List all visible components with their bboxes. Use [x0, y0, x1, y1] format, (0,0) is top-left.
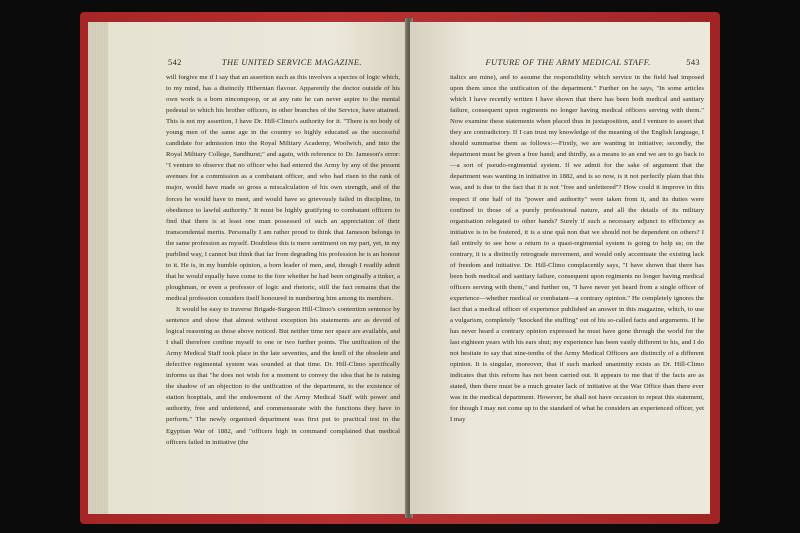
right-running-head [450, 58, 700, 70]
left-running-head [168, 58, 402, 70]
paragraph: It would be easy to traverse Brigade-Surgeon Hill-Climo's contention sentence by sentence and show that almost without exception his statements are as devoid of logical reasoning as those above noticed. But neither time nor space are available, and I shall therefore confine myself to one or two further points. The unification of the Army Medical Staff took place in the late seventies, and the knell of the obsolete and defective regimental system was sounded at that time. Dr. Hill-Climo specifically informs us that "he does not wish for a moment to convey the idea that he is raising the shadow of an objection to the unification of the department, to the existence of station hospitals, and the endowment of the Army Medical Staff with power and authority, free and unfettered, and commensurate with the functions they have to perform." The newly organised department was first put to practical test in the Egyptian War of 1882, and "officers high in command complained that medical officers failed in initiative (the [166, 305, 400, 446]
left-page-number: 542 [168, 58, 182, 67]
right-page-number: 543 [686, 58, 700, 67]
paragraph: will forgive me if I say that an assertion such as this involves a species of logic which, to my mind, has a distinctly Hibernian flavour. Apparently the doctor outside of his own work is a born nincompoop, or at any rate he can never aspire to the mental pedestal to which his brother officers, in other branches of the Service, have attained. This is not my assertion, I have Dr. Hill-Climo's authority for it. "There is no body of young men of the same age in the country so highly educated as the successful candidate for admission into the Royal Military Academy, Woolwich, and into the Royal Military College, Sandhurst;" and again, with reference to Dr. Jameson's error: "I venture to observe that no officer who had entered the Army by any of the present avenues for a commission as a combatant officer, and who had risen to the rank of major, would have made so gross a miscalculation of his own strength, and of the forces he would have to meet, and would have so grievously failed in discipline, in obedience to lawful authority." It must be highly gratifying to combatant officers to find that there is at least one man possessed of such an appreciation of their transcendental merits. Personally I am rather proud to think that Jameson belongs to the same profession as myself. Doubtless this is mere sentiment on my part, yet, in my purblind way, I cannot but think that far from degrading his profession he is an honour to it. He is, in my humble opinion, a born leader of men, and, though I readily admit that he would equally have come to the fore whether he had been originally a tinker, a ploughman, or even a professor of logic and rhetoric, still the fact remains that the medical profession considers itself honoured in numbering him among its members. [166, 74, 400, 302]
paragraph: italics are mine), and to assume the responsibility which service in the field had imposed upon them since the unification of the department." Further on he says, "In some articles which I have recently written I have shown that there has been both medical and sanitary failure, consequent upon regiments no longer having medical officers serving with them." Now examine these statements when placed thus in juxtaposition, and I venture to assert that they are contradictory. If I can trust my knowledge of the meaning of the English language, I should summarise them as follows:—Firstly, we are wanting in initiative; secondly, the department must be given a free hand; and thirdly, as a means to an end we are to go back to—a sort of pseudo-regimental system. If we admit for the sake of argument that the department was wanting in initiative in 1882, and is so now, is it not perfectly plain that this was, and is due to the fact that it is not "free and unfettered"? How could it improve in this respect if one half of its "power and authority" were taken from it, and its duties were confined to those of a purely professional nature, and all the details of its military organisation relegated to other hands? Surely if such a necessary adjunct to efficiency as initiative is to be fostered, it is a sine quâ non that we should not be dependent on others? I fail entirely to see how a return to a quasi-regimental system is going to help us; on the contrary, it is a distinctly retrograde movement, and would only accentuate the existing lack of freedom and initiative. Dr. Hill-Climo complacently says, "I have shown that there has been both medical and sanitary failure, consequent upon regiments no longer having medical officers serving with them," and further on, "I have never yet heard from a single officer of experience—whether medical or combatant—a contrary opinion." He completely ignores the fact that a medical officer of experience published an answer in this magazine, which, to use a vulgarism, completely "knocked the stuffing" out of his so-called facts and arguments. If he has never heard a contrary opinion expressed he must have gone through the world for the last eighteen years with his ears shut; my experience has been vastly different to his, and I do not hesitate to say that nine-tenths of the Army Medical Officers are distinctly of a different opinion. It is singular, moreover, that if such marked unanimity exists as Dr. Hill-Climo indicates that this reform has not been carried out. It appears to me that if the facts are as stated, then there must be a much greater lack of initiative at the War Office than there ever was in the medical department. However, be shall not have occasion to repeat this statement, for though I may not come up to the standard of what he considers an experienced officer, yet I may [450, 74, 704, 424]
right-page-body [450, 72, 704, 426]
right-page [410, 22, 710, 514]
right-running-title: FUTURE OF THE ARMY MEDICAL STAFF. [485, 58, 651, 67]
left-page [108, 22, 408, 514]
left-page-body [166, 72, 400, 448]
left-running-title: THE UNITED SERVICE MAGAZINE. [221, 58, 362, 67]
